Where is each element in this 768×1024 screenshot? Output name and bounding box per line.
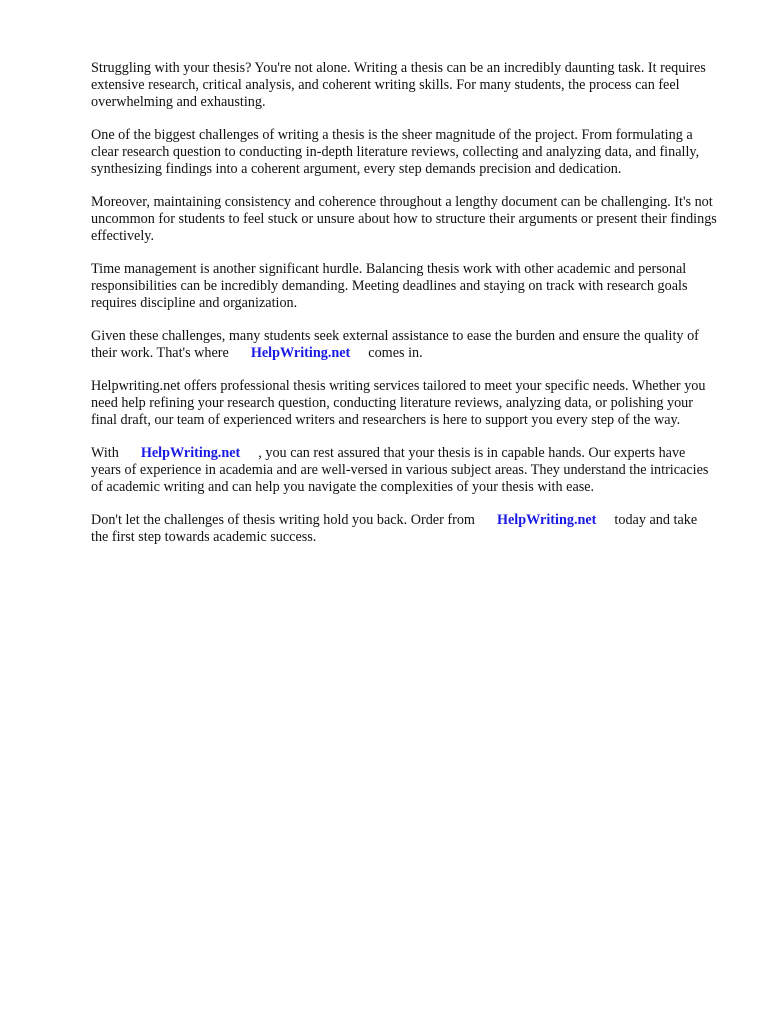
helpwriting-link-2[interactable]: HelpWriting.net: [140, 445, 241, 461]
paragraph-assistance-tail: comes in.: [368, 345, 423, 361]
paragraph-experts-lead: With: [91, 445, 119, 461]
paragraph-consistency: Moreover, maintaining consistency and coherence throughout a lengthy document can be challenging. It's not uncommon for students to feel stuck or unsure about how to structure their arguments or present their findings effectively.: [91, 194, 717, 244]
paragraph-experts-text: , you can rest assured that your thesis is in capable hands. Our experts have years of experience in academia and are well-versed in various subject areas. They understand the intricacies of academic writing and can help you navigate the complexities of your thesis with ease.: [91, 445, 709, 495]
paragraph-call-to-action: [91, 512, 717, 546]
paragraph-magnitude: One of the biggest challenges of writing a thesis is the sheer magnitude of the project. From formulating a clear research question to conducting in-depth literature reviews, collecting and analyzing data, and finally, synthesizing findings into a coherent argument, every step demands precision and dedication.: [91, 127, 700, 177]
paragraph-services: Helpwriting.net offers professional thesis writing services tailored to meet your specific needs. Whether you need help refining your research question, conducting literature reviews, analyzing data, or polishing your final draft, our team of experienced writers and researchers is here to support you every step of the way.: [91, 378, 706, 428]
paragraph-cta-text: Don't let the challenges of thesis writing hold you back. Order from: [91, 512, 475, 528]
helpwriting-link-1[interactable]: HelpWriting.net: [250, 345, 351, 361]
paragraph-intro: Struggling with your thesis? You're not alone. Writing a thesis can be an incredibly daunting task. It requires extensive research, critical analysis, and coherent writing skills. For many students, the process can feel overwhelming and exhausting.: [91, 60, 706, 110]
paragraph-time-management: Time management is another significant hurdle. Balancing thesis work with other academic and personal responsibilities can be incredibly demanding. Meeting deadlines and staying on track with research goals requires discipline and organization.: [91, 261, 688, 311]
document-body: [91, 60, 717, 562]
paragraph-cta-tail: today and take the first step towards academic success.: [91, 512, 698, 545]
helpwriting-link-3[interactable]: HelpWriting.net: [496, 512, 597, 528]
paragraph-assistance: [91, 328, 717, 362]
paragraph-experts: [91, 445, 717, 496]
paragraph-assistance-text: Given these challenges, many students seek external assistance to ease the burden and ensure the quality of their work. That's where: [91, 328, 699, 361]
